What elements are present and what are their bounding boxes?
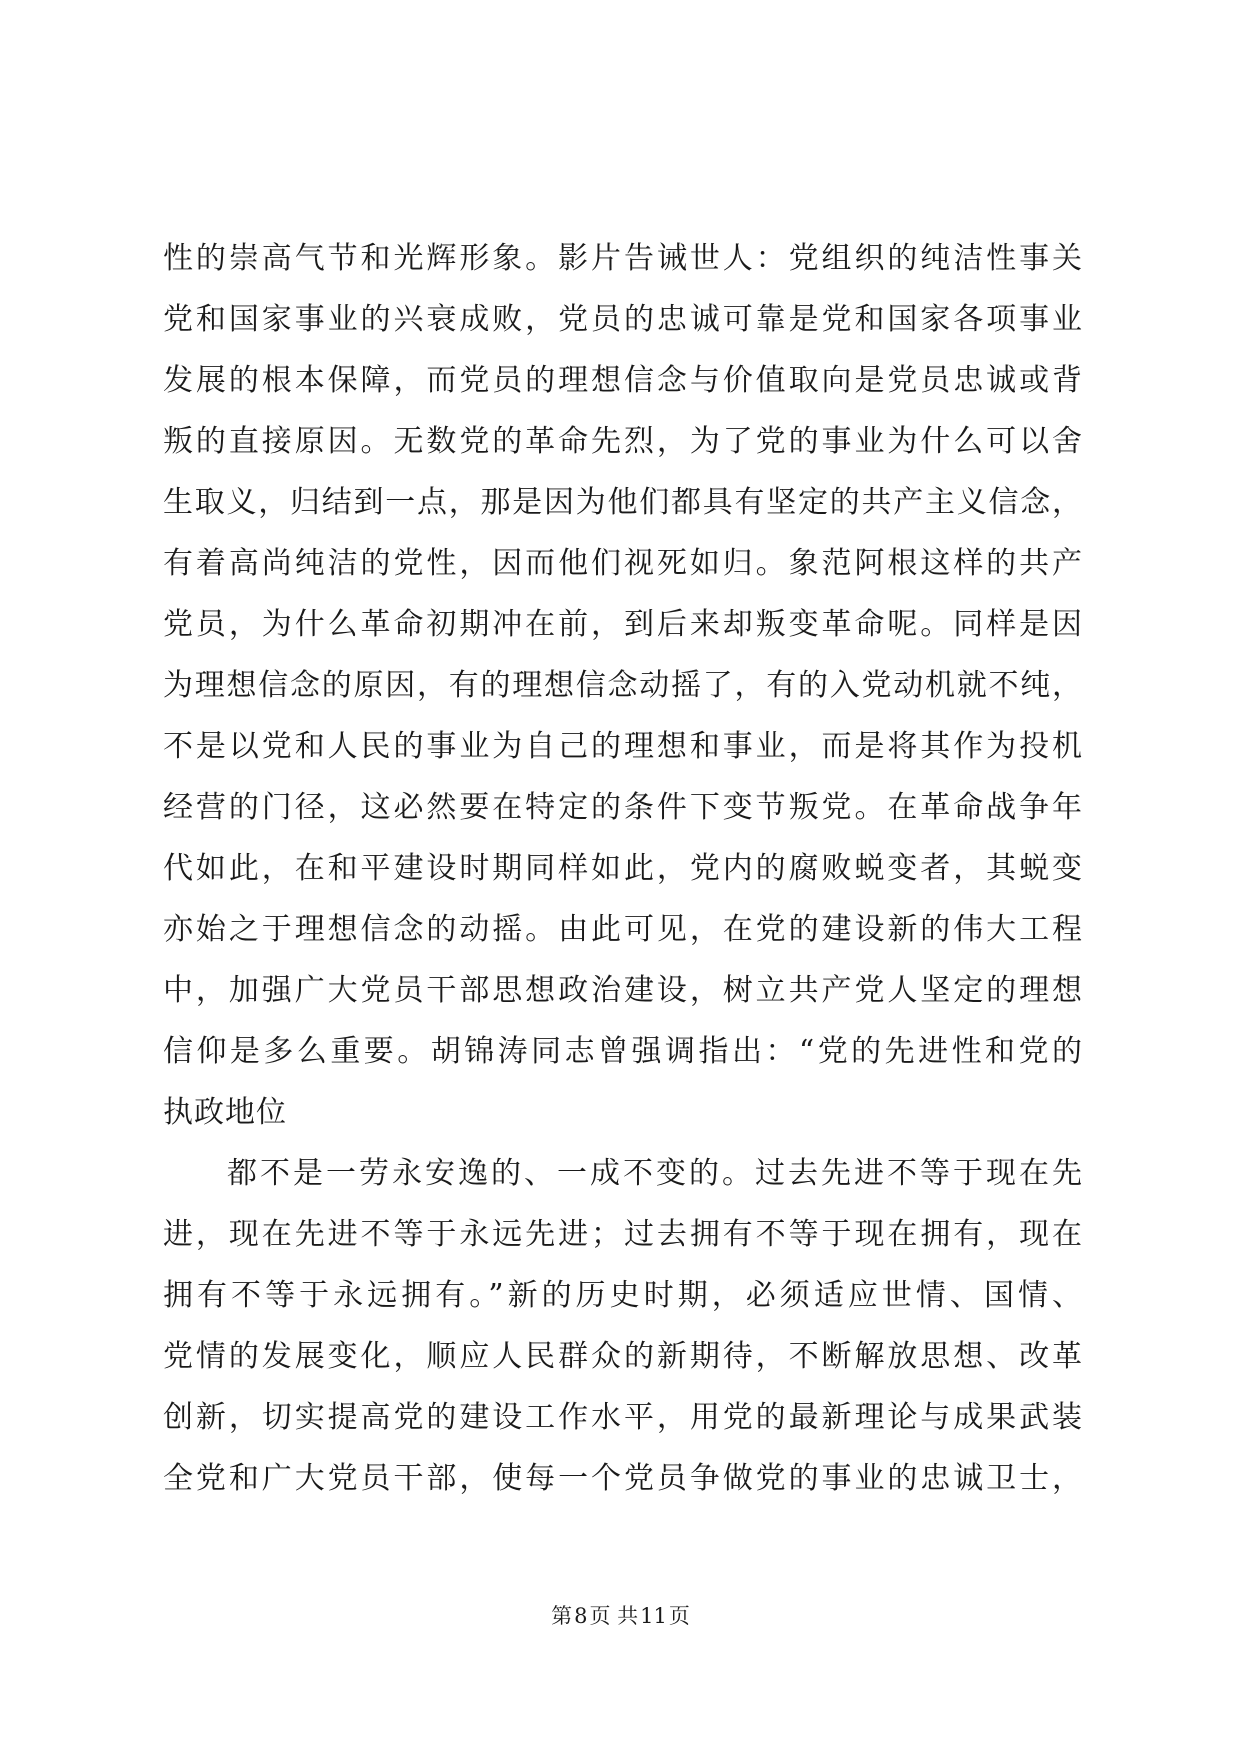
text-line: 不是以党和人民的事业为自己的理想和事业，而是将其作为投机: [163, 729, 1083, 764]
text-line: 拥有不等于永远拥有。”新的历史时期，必须适应世情、国情、: [163, 1278, 1083, 1313]
text-line: 性的崇高气节和光辉形象。影片告诫世人：党组织的纯洁性事关: [163, 241, 1083, 276]
page-total: 11: [640, 1604, 667, 1628]
text-line: 有着高尚纯洁的党性，因而他们视死如归。象范阿根这样的共产: [163, 546, 1083, 581]
paragraph-start-line: 都不是一劳永安逸的、一成不变的。过去先进不等于现在先: [227, 1156, 1083, 1191]
text-line: 信仰是多么重要。胡锦涛同志曾强调指出：“党的先进性和党的: [163, 1034, 1083, 1069]
text-line: 创新，切实提高党的建设工作水平，用党的最新理论与成果武装: [163, 1400, 1083, 1435]
text-line: 为理想信念的原因，有的理想信念动摇了，有的入党动机就不纯，: [163, 668, 1083, 703]
text-line: 叛的直接原因。无数党的革命先烈，为了党的事业为什么可以舍: [163, 424, 1083, 459]
text-line: 发展的根本保障，而党员的理想信念与价值取向是党员忠诚或背: [163, 363, 1083, 398]
text-line: 代如此，在和平建设时期同样如此，党内的腐败蜕变者，其蜕变: [163, 851, 1083, 886]
text-line: 党和国家事业的兴衰成败，党员的忠诚可靠是党和国家各项事业: [163, 302, 1083, 337]
body-text: [163, 228, 1083, 1509]
text-line: 亦始之于理想信念的动摇。由此可见，在党的建设新的伟大工程: [163, 912, 1083, 947]
page-current: 8: [574, 1604, 588, 1628]
text-line: 党员，为什么革命初期冲在前，到后来却叛变革命呢。同样是因: [163, 607, 1083, 642]
page-label-mid: 页 共: [589, 1604, 639, 1628]
text-line: 经营的门径，这必然要在特定的条件下变节叛党。在革命战争年: [163, 790, 1083, 825]
text-line: 中，加强广大党员干部思想政治建设，树立共产党人坚定的理想: [163, 973, 1083, 1008]
text-line: 全党和广大党员干部，使每一个党员争做党的事业的忠诚卫士，: [163, 1461, 1083, 1496]
text-line: 进，现在先进不等于永远先进；过去拥有不等于现在拥有，现在: [163, 1217, 1083, 1252]
page-footer: [0, 1600, 1241, 1630]
text-line: 党情的发展变化，顺应人民群众的新期待，不断解放思想、改革: [163, 1339, 1083, 1374]
text-line: 生取义，归结到一点，那是因为他们都具有坚定的共产主义信念，: [163, 485, 1083, 520]
page-label-prefix: 第: [551, 1604, 573, 1628]
text-line: 执政地位: [163, 1095, 287, 1130]
page-label-suffix: 页: [668, 1604, 690, 1628]
